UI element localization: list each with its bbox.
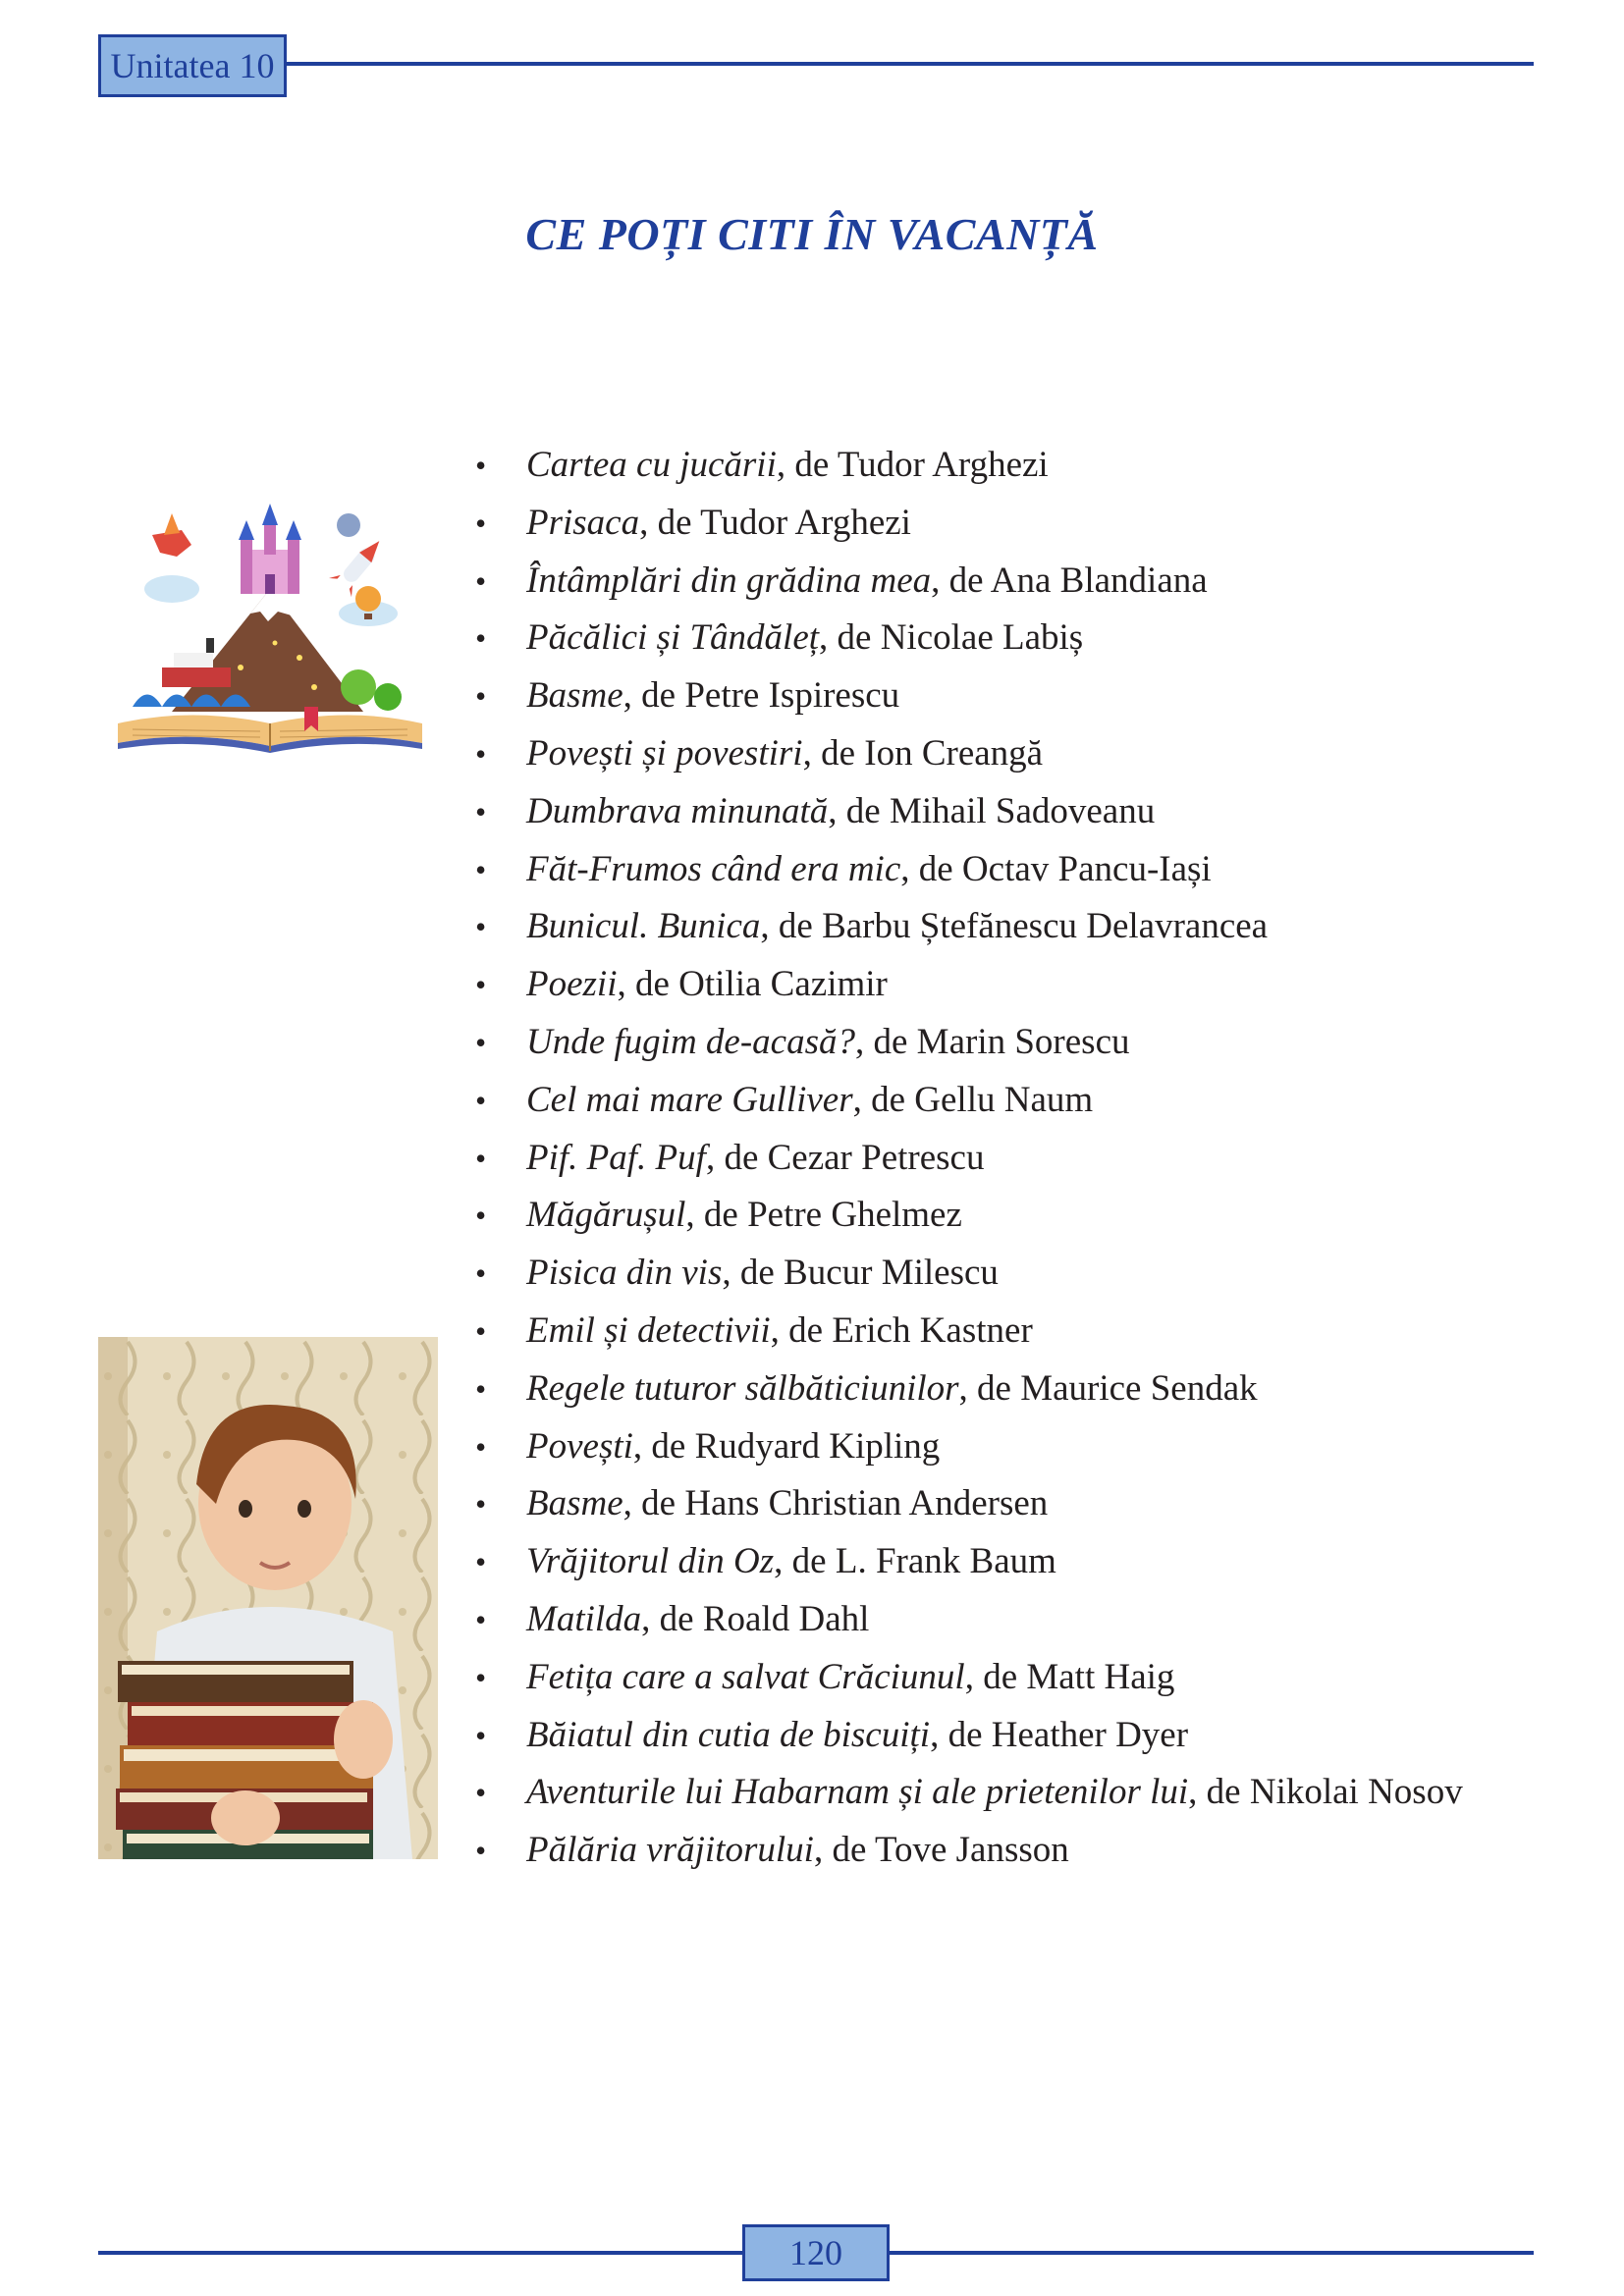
footer-rule-left xyxy=(98,2251,742,2255)
list-item xyxy=(471,898,1463,956)
list-item xyxy=(471,1014,1463,1072)
reading-list xyxy=(471,437,1463,1880)
book-title: Basme xyxy=(526,1483,623,1524)
list-item xyxy=(471,1707,1463,1765)
boy-with-stack-of-books-photo xyxy=(98,1337,438,1859)
book-author: , de L. Frank Baum xyxy=(774,1541,1056,1582)
book-author: , de Erich Kastner xyxy=(770,1309,1033,1351)
list-item xyxy=(471,1130,1463,1188)
list-item xyxy=(471,1649,1463,1707)
book-title: Aventurile lui Habarnam și ale prietenilor lui xyxy=(526,1772,1189,1813)
book-title: Cel mai mare Gulliver xyxy=(526,1079,853,1120)
book-author: , de Petre Ispirescu xyxy=(623,675,900,717)
list-item xyxy=(471,1533,1463,1591)
book-author: , de Ana Blandiana xyxy=(931,560,1208,601)
unit-label xyxy=(98,34,287,97)
book-title: Bunicul. Bunica xyxy=(526,906,761,947)
book-author: , de Petre Ghelmez xyxy=(685,1195,962,1236)
book-author: , de Cezar Petrescu xyxy=(705,1137,985,1178)
book-title: Pălăria vrăjitorului xyxy=(526,1830,814,1871)
list-item xyxy=(471,783,1463,841)
book-author: , de Bucur Milescu xyxy=(722,1253,999,1294)
list-item xyxy=(471,495,1463,553)
book-title: Poezii xyxy=(526,964,618,1005)
page-title: CE POȚI CITI ÎN VACANȚĂ xyxy=(525,209,1099,259)
book-title: Povești xyxy=(526,1425,633,1467)
book-author: , de Tudor Arghezi xyxy=(639,502,911,543)
list-item xyxy=(471,1072,1463,1130)
book-title: Măgărușul xyxy=(526,1195,686,1236)
book-author: , de Nikolai Nosov xyxy=(1188,1772,1463,1813)
book-author: , de Nicolae Labiș xyxy=(819,617,1084,659)
list-item xyxy=(471,1361,1463,1418)
book-title: Regele tuturor sălbăticiunilor xyxy=(526,1367,959,1409)
book-title: Cartea cu jucării xyxy=(526,445,777,485)
book-title: Pif. Paf. Puf xyxy=(526,1137,706,1178)
book-author: , de Heather Dyer xyxy=(930,1714,1189,1755)
book-title: Dumbrava minunată xyxy=(526,790,829,831)
book-title: Unde fugim de-acasă? xyxy=(526,1021,855,1062)
unit-label-text: Unitatea 10 xyxy=(110,46,275,85)
book-author: , de Mihail Sadoveanu xyxy=(828,790,1156,831)
book-title: Băiatul din cutia de biscuiți xyxy=(526,1714,931,1755)
list-item xyxy=(471,725,1463,783)
book-title: Prisaca xyxy=(526,502,640,543)
book-title: Basme xyxy=(526,675,623,717)
list-item xyxy=(471,437,1463,495)
book-author: , de Rudyard Kipling xyxy=(632,1425,941,1467)
book-title: Emil și detectivii xyxy=(526,1309,771,1351)
book-author: , de Roald Dahl xyxy=(641,1598,870,1639)
book-title: Povești și povestiri xyxy=(526,732,803,774)
list-item xyxy=(471,1764,1463,1822)
footer-rule-right xyxy=(890,2251,1534,2255)
list-item xyxy=(471,841,1463,899)
book-title: Păcălici și Tândăleț xyxy=(526,617,820,659)
open-fairytale-book-illustration xyxy=(113,496,427,756)
list-item xyxy=(471,1822,1463,1880)
list-item xyxy=(471,667,1463,725)
list-item xyxy=(471,1418,1463,1476)
list-item xyxy=(471,610,1463,667)
list-item xyxy=(471,553,1463,611)
header-rule xyxy=(287,62,1534,66)
book-author: , de Barbu Ștefănescu Delavrancea xyxy=(760,906,1269,947)
book-author: , de Hans Christian Andersen xyxy=(623,1483,1049,1524)
book-author: , de Maurice Sendak xyxy=(958,1367,1258,1409)
list-item xyxy=(471,956,1463,1014)
book-author: , de Matt Haig xyxy=(964,1656,1175,1697)
book-author: , de Octav Pancu-Iași xyxy=(900,848,1212,889)
book-author: , de Otilia Cazimir xyxy=(617,964,888,1005)
page-number xyxy=(742,2224,890,2281)
book-author: , de Tudor Arghezi xyxy=(776,445,1049,485)
list-item xyxy=(471,1303,1463,1361)
book-author: , de Tove Jansson xyxy=(813,1830,1069,1871)
list-item xyxy=(471,1591,1463,1649)
book-author: , de Ion Creangă xyxy=(802,732,1044,774)
book-title: Pisica din vis xyxy=(526,1253,723,1294)
book-title: Fetița care a salvat Crăciunul xyxy=(526,1656,965,1697)
book-author: , de Gellu Naum xyxy=(852,1079,1094,1120)
list-item xyxy=(471,1475,1463,1533)
book-author: , de Marin Sorescu xyxy=(855,1021,1130,1062)
book-title: Vrăjitorul din Oz xyxy=(526,1541,775,1582)
book-title: Făt-Frumos când era mic xyxy=(526,848,901,889)
list-item xyxy=(471,1187,1463,1245)
book-title: Matilda xyxy=(526,1598,642,1639)
book-title: Întâmplări din grădina mea xyxy=(526,560,932,601)
page-number-text: 120 xyxy=(789,2233,842,2272)
list-item xyxy=(471,1245,1463,1303)
